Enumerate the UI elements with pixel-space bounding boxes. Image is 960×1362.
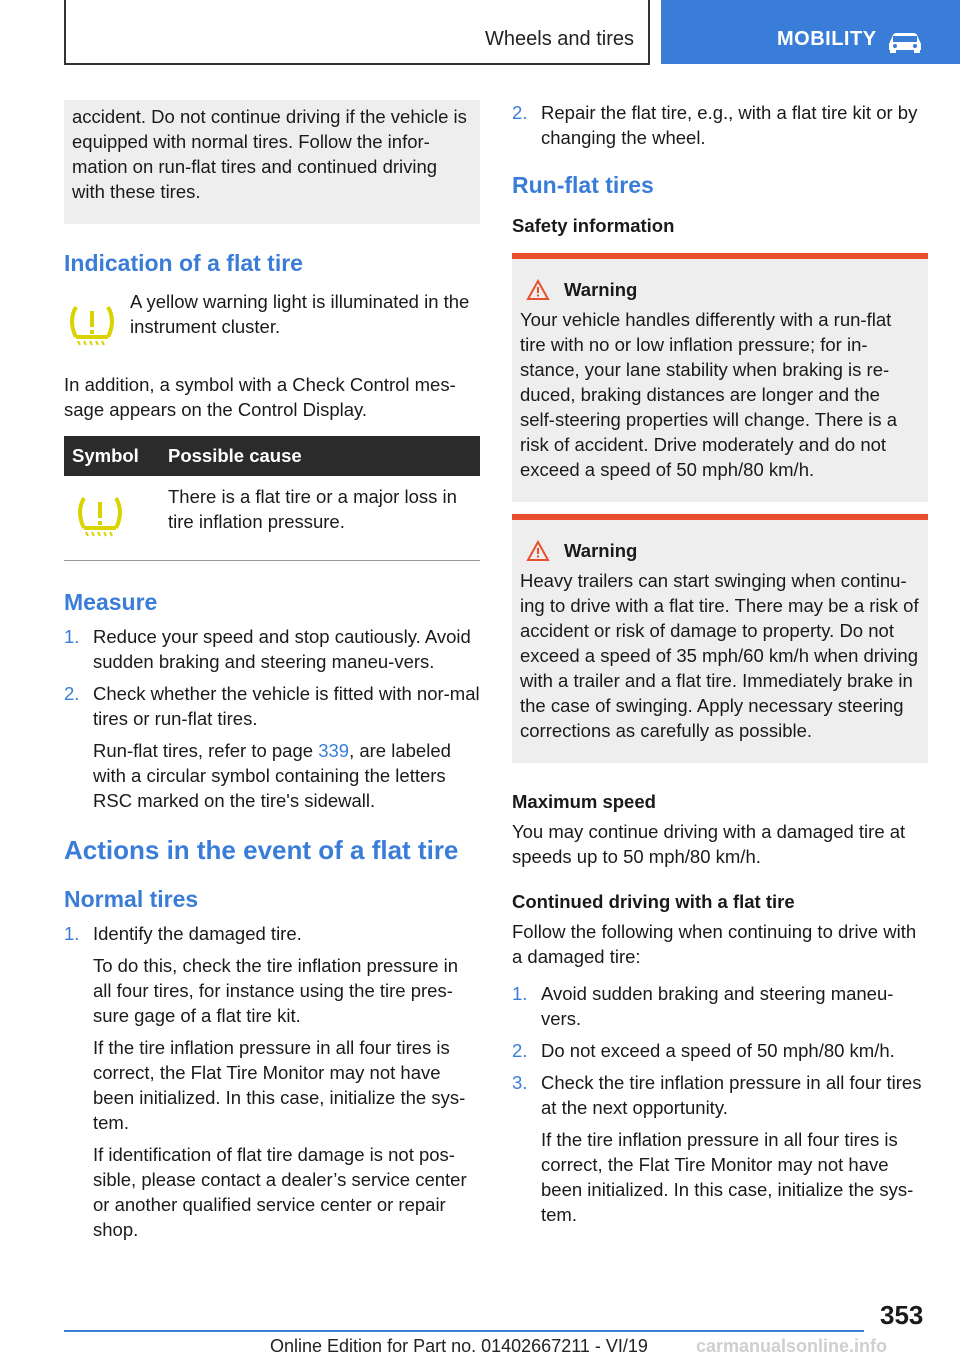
mobility-tab-label: MOBILITY <box>777 28 877 50</box>
right-column <box>512 100 928 1234</box>
list-item: 2. Check whether the vehicle is fitted with nor-mal tires or run-flat tires. Run-flat tires, refer to page 339, are labeled with a circular symbol containing the letters RSC marked on the tire's sidewall. <box>64 683 480 811</box>
max-speed-heading: Maximum speed <box>512 791 656 812</box>
list-item: 3. Check the tire inflation pressure in all four tires at the next opportunity. If the tire inflation pressure in all four tires is correct, the Flat Tire Monitor may not have been initialized. In this case, initialize the sys-tem. <box>512 1072 922 1225</box>
watermark: carmanualsonline.info <box>696 1336 888 1356</box>
page-number: 353 <box>880 1300 924 1330</box>
warning-triangle-icon <box>526 279 550 301</box>
footer-edition: Online Edition for Part no. 01402667211 - VI/19 <box>270 1336 648 1356</box>
safety-heading: Safety information <box>512 215 675 236</box>
runflat-heading: Run-flat tires <box>512 172 654 198</box>
list-item: 1. Reduce your speed and stop cautiously. Avoid sudden braking and steering maneu-vers. <box>64 626 471 672</box>
indication-row <box>64 289 480 352</box>
warning-title: Warning <box>564 279 638 300</box>
note-text: accident. Do not continue driving if the vehicle is equipped with normal tires. Follow the infor-mation on run-flat tires and continued driving with these tires. <box>72 106 467 202</box>
measure-heading: Measure <box>64 589 158 615</box>
header-rule-mid <box>648 0 650 64</box>
header-section-title: Wheels and tires <box>485 28 634 50</box>
max-speed-text: You may continue driving with a damaged tire at speeds up to 50 mph/80 km/h. <box>512 821 906 867</box>
footer-rule <box>64 1330 864 1332</box>
indication-heading: Indication of a flat tire <box>64 250 303 276</box>
tire-pressure-warning-icon <box>64 303 120 347</box>
car-icon <box>885 30 925 54</box>
continued-list <box>512 981 928 1227</box>
indication-text: A yellow warning light is illuminated in the instrument cluster. <box>130 291 470 337</box>
warning-text: Your vehicle handles differently with a run-flat tire with no or low inflation pressure; for in-stance, your lane stability when braking is re-duced, braking distances are longer and the self-steering properties will change. There is a risk of accident. Drive moderately and do not exceed a speed of 50 mph/80 km/h. <box>520 309 898 480</box>
page-339-link[interactable]: 339 <box>318 740 350 761</box>
table-header-symbol: Symbol <box>64 436 160 476</box>
warning-text: Heavy trailers can start swinging when continu-ing to drive with a flat tire. There may be a risk of accident or risk of damage to property. Do not exceed a speed of 35 mph/60 km/h when driving with a trailer and a flat tire. Immediately brake in the case of swinging. Apply necessary steering corrections as carefully as possible. <box>520 570 919 741</box>
warning-box-1 <box>512 253 928 502</box>
repair-list <box>512 100 928 150</box>
table-header-cause: Possible cause <box>160 436 480 476</box>
symbol-table <box>64 436 480 561</box>
warning-box-2 <box>512 514 928 763</box>
left-column <box>64 100 480 1249</box>
header-mobility-tab[interactable] <box>661 0 960 64</box>
header-rule-left <box>64 0 66 64</box>
addition-text: In addition, a symbol with a Check Control mes-sage appears on the Control Display. <box>64 374 456 420</box>
tire-pressure-warning-icon <box>72 494 128 538</box>
normal-tires-heading: Normal tires <box>64 886 199 912</box>
header-rule-bottom <box>64 63 650 65</box>
note-box <box>64 100 480 224</box>
table-cause-text: There is a flat tire or a major loss in tire inflation pressure. <box>168 486 457 532</box>
list-item: 1. Avoid sudden braking and steering maneu-vers. <box>512 983 894 1029</box>
measure-list <box>64 624 480 813</box>
warning-triangle-icon <box>526 540 550 562</box>
actions-heading: Actions in the event of a flat tire <box>64 835 459 865</box>
list-item: 2. Repair the flat tire, e.g., with a flat tire kit or by changing the wheel. <box>512 102 918 148</box>
normal-tires-list <box>64 921 480 1242</box>
continued-text: Follow the following when continuing to drive with a damaged tire: <box>512 921 917 967</box>
table-row <box>64 476 480 561</box>
list-item: 1. Identify the damaged tire. To do this, check the tire inflation pressure in all four tires, for instance using the tire pres-sure gage of a flat tire kit. If the tire inflation pressure in all four tires is correct, the Flat Tire Monitor may not have been initialized. In this case, initialize the sys-tem. If identification of flat tire damage is not pos-sible, please contact a dealer’s service center or another qualified service center or repair shop. <box>64 923 467 1240</box>
continued-heading: Continued driving with a flat tire <box>512 891 795 912</box>
list-item: 2. Do not exceed a speed of 50 mph/80 km/h. <box>512 1040 895 1061</box>
warning-title: Warning <box>564 540 638 561</box>
